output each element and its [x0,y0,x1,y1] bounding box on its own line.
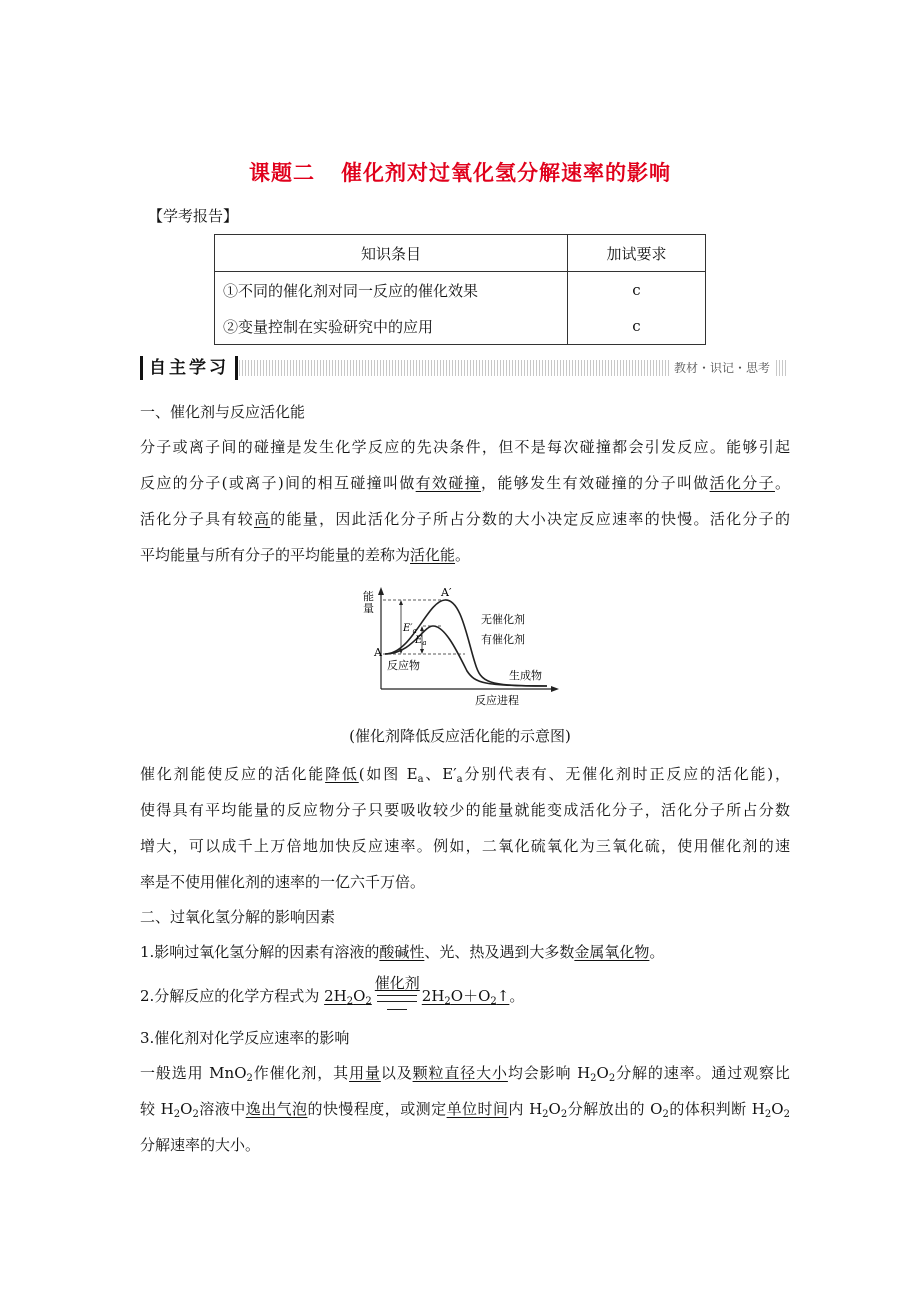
paragraph-line: 率是不使用催化剂的速率的一亿六千万倍。 [140,873,426,891]
term-activated-molecule: 活化分子 [709,474,775,492]
banner-label: 自主学习 [140,356,238,380]
with-catalyst-label: 有催化剂 [481,633,525,646]
table-header: 知识条目 [215,235,568,272]
paragraph-line: 增大，可以成千上万倍地加快反应速率。例如，二氧化硫氧化为三氧化硫，使用催化剂的速 [140,837,790,855]
section1-heading: 一、催化剂与反应活化能 [140,403,306,421]
table-cell: c [568,272,706,309]
equation-rhs: $2H_2O+O_2↑$ [421,987,510,1007]
report-tag: 【学考报告】 [148,207,239,225]
paragraph-line: 活化分子具有较高的能量，因此活化分子所占分数的大小决定反应速率的快慢。活化分子的 [140,510,790,528]
banner-right-label: 教材・识记・思考 [670,360,774,376]
term-amount: 用量 [349,1064,381,1082]
ea-prime-label: $E'_a$ [403,623,417,635]
term-effective-collision: 有效碰撞 [415,474,481,492]
term-particle-size: 颗粒直径大小 [412,1064,508,1082]
term-lower: 降低 [325,765,359,783]
paragraph-line: 较 $H_2O_2$溶液中逸出气泡的快慢程度，或测定单位时间内 $H_2O_2$分解放出的 $O_2$的体积判断 $H_2O_2$ [140,1100,790,1120]
activation-energy-diagram [357,583,567,713]
section2-heading: 二、过氧化氢分解的影响因素 [140,908,336,926]
table-cell: ②变量控制在实验研究中的应用 [215,308,568,345]
table-header: 加试要求 [568,235,706,272]
peak-label: A′ [441,586,452,599]
ea-label: $E_a$ [415,635,427,647]
paragraph-line: 平均能量与所有分子的平均能量的差称为活化能。 [140,546,471,564]
table-row [215,308,706,345]
no-catalyst-label: 无催化剂 [481,613,525,626]
table-row [215,272,706,309]
list-item: 1.影响过氧化氢分解的因素有溶液的酸碱性、光、热及遇到大多数金属氧化物。 [140,943,665,961]
x-axis-label: 反应进程 [475,694,519,707]
table-cell: c [568,308,706,345]
title-part2: 催化剂对过氧化氢分解速率的影响 [341,161,671,185]
paragraph-line: 一般选用 MnO$_2$作催化剂，其用量以及颗粒直径大小均会影响 $H_2O_2$分解的速率。通过观察比 [140,1064,790,1084]
table-cell: ①不同的催化剂对同一反应的催化效果 [215,272,568,309]
equation-lhs: $2H_2O_2$ [324,987,372,1007]
start-label: A [374,646,382,659]
requirements-table [214,234,706,345]
page-title [0,157,920,187]
figure-caption: (催化剂降低反应活化能的示意图) [349,727,571,745]
term-activation-energy: 活化能 [410,546,456,564]
list-item: 2.分解反应的化学方程式为 $2H_2O_2$ 催化剂 $2H_2O+O_2↑$。 [140,986,790,1007]
term-acidity: 酸碱性 [379,943,425,961]
term-high: 高 [253,510,271,528]
equation-catalyst: 催化剂 [375,987,419,1007]
paragraph-line: 分子或离子间的碰撞是发生化学反应的先决条件，但不是每次碰撞都会引发反应。能够引起 [140,438,790,456]
paragraph-line: 催化剂能使反应的活化能降低(如图 $E_a$、$E'_a$分别代表有、无催化剂时正反应的活化能)， [140,765,790,785]
title-part1: 课题二 [249,161,315,185]
table-header-row [215,235,706,272]
paragraph-line: 使得具有平均能量的反应物分子只要吸收较少的能量就能变成活化分子，活化分子所占分数 [140,801,790,819]
term-metal-oxides: 金属氧化物 [574,943,650,961]
paragraph-line: 分解速率的大小。 [140,1136,261,1154]
paragraph-line: 反应的分子(或离子)间的相互碰撞叫做有效碰撞，能够发生有效碰撞的分子叫做活化分子。 [140,474,790,492]
products-label: 生成物 [509,669,542,682]
y-axis-label-2: 量 [363,602,374,615]
term-unit-time: 单位时间 [446,1100,509,1118]
term-bubbles: 逸出气泡 [245,1100,308,1118]
reactants-label: 反应物 [387,659,420,672]
y-axis-label-1: 能 [363,590,374,603]
list-item: 3.催化剂对化学反应速率的影响 [140,1029,350,1047]
section-banner [140,356,788,380]
